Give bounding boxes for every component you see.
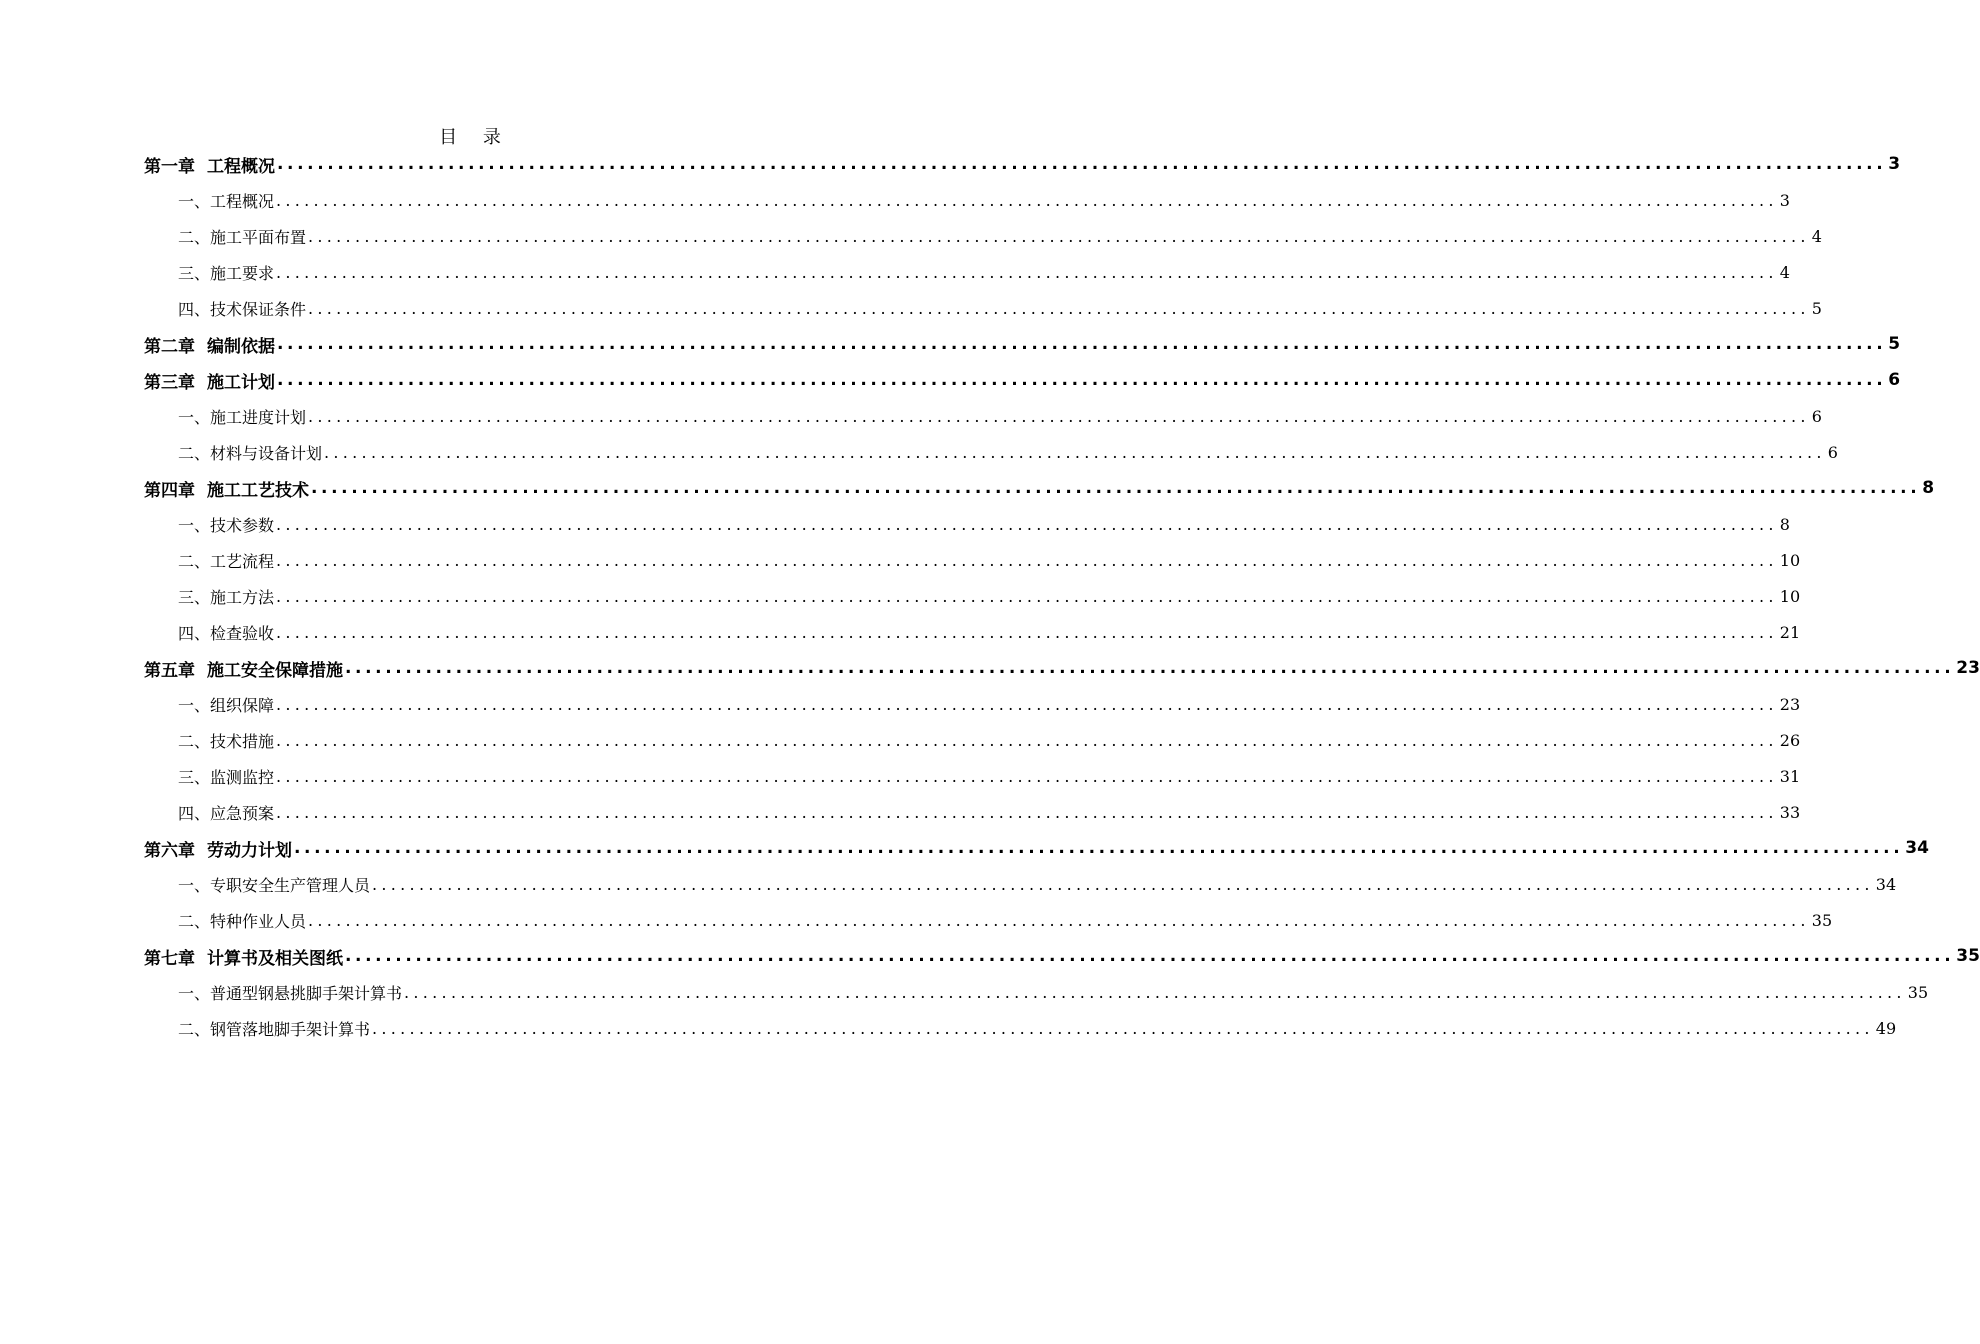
- toc-page-number: 23: [1956, 658, 1980, 678]
- table-of-contents: [144, 146, 1980, 1046]
- toc-section-entry[interactable]: [144, 902, 1833, 938]
- toc-dot-leader: ................................................................................................................................................................: [308, 910, 1810, 930]
- toc-dot-leader: ................................................................................................................................................................: [372, 1018, 1874, 1038]
- toc-entry-label: 一、施工进度计划: [178, 407, 307, 427]
- toc-page-number: 5: [1888, 334, 1901, 354]
- toc-dot-leader: ................................................................................................................................................................: [308, 406, 1810, 426]
- toc-chapter-number: 第七章: [144, 948, 195, 969]
- toc-entry-text: [178, 621, 274, 644]
- toc-entry-text: [178, 693, 274, 716]
- toc-entry-label: 劳动力计划: [207, 840, 292, 861]
- toc-entry-label: 二、特种作业人员: [178, 911, 307, 931]
- toc-page-number: 35: [1811, 910, 1833, 930]
- toc-dot-leader: ................................................................................................................................................................: [276, 262, 1778, 282]
- toc-entry-label: 二、材料与设备计划: [178, 443, 323, 463]
- toc-chapter-number: 第一章: [144, 156, 195, 177]
- toc-entry-label: 三、监测监控: [178, 767, 275, 787]
- toc-dot-leader: ................................................................................................................................................................: [276, 514, 1778, 534]
- toc-dot-leader: ................................................................................................................................................................: [277, 334, 1887, 354]
- toc-section-entry[interactable]: [144, 758, 1801, 794]
- toc-entry-text: [144, 368, 275, 393]
- toc-section-entry[interactable]: [144, 686, 1801, 722]
- toc-section-entry[interactable]: [144, 1010, 1897, 1046]
- toc-dot-leader: ................................................................................................................................................................: [294, 838, 1904, 858]
- toc-entry-label: 四、应急预案: [178, 803, 275, 823]
- toc-dot-leader: ................................................................................................................................................................: [276, 550, 1778, 570]
- toc-section-entry[interactable]: [144, 542, 1801, 578]
- toc-chapter-number: 第二章: [144, 336, 195, 357]
- toc-section-entry[interactable]: [144, 218, 1822, 254]
- toc-section-entry[interactable]: [144, 794, 1801, 830]
- toc-entry-label: 四、技术保证条件: [178, 299, 307, 319]
- toc-dot-leader: ................................................................................................................................................................: [276, 766, 1778, 786]
- toc-section-entry[interactable]: [144, 614, 1801, 650]
- toc-entry-text: [178, 729, 274, 752]
- toc-page-number: 8: [1779, 514, 1790, 534]
- toc-entry-text: [144, 836, 292, 861]
- toc-page-number: 6: [1888, 370, 1901, 390]
- toc-section-entry[interactable]: [144, 398, 1822, 434]
- toc-entry-text: [178, 909, 306, 932]
- toc-page-number: 35: [1907, 982, 1929, 1002]
- toc-page-number: 35: [1956, 946, 1980, 966]
- toc-page-number: 10: [1779, 586, 1801, 606]
- toc-chapter-entry[interactable]: [144, 326, 1901, 362]
- toc-entry-text: [144, 944, 343, 969]
- toc-page-number: 5: [1811, 298, 1822, 318]
- toc-page-number: 26: [1779, 730, 1801, 750]
- toc-entry-text: [178, 297, 306, 320]
- toc-section-entry[interactable]: [144, 434, 1838, 470]
- toc-entry-text: [144, 152, 275, 177]
- toc-page-number: 6: [1811, 406, 1822, 426]
- toc-entry-text: [178, 513, 274, 536]
- toc-entry-label: 一、组织保障: [178, 695, 275, 715]
- toc-chapter-entry[interactable]: [144, 830, 1929, 866]
- toc-section-entry[interactable]: [144, 578, 1801, 614]
- toc-section-entry[interactable]: [144, 254, 1790, 290]
- toc-dot-leader: ................................................................................................................................................................: [276, 622, 1778, 642]
- toc-dot-leader: ................................................................................................................................................................: [276, 190, 1778, 210]
- toc-page-number: 49: [1875, 1018, 1897, 1038]
- toc-page-number: 33: [1779, 802, 1801, 822]
- toc-page-number: 34: [1905, 838, 1929, 858]
- toc-entry-text: [178, 873, 370, 896]
- toc-page-number: 6: [1827, 442, 1838, 462]
- toc-entry-label: 二、工艺流程: [178, 551, 275, 571]
- toc-chapter-entry[interactable]: [144, 650, 1980, 686]
- toc-entry-label: 一、工程概况: [178, 191, 275, 211]
- toc-page-number: 3: [1779, 190, 1790, 210]
- toc-dot-leader: ................................................................................................................................................................: [404, 982, 1906, 1002]
- toc-entry-label: 施工工艺技术: [207, 480, 309, 501]
- toc-dot-leader: ................................................................................................................................................................: [311, 478, 1921, 498]
- toc-section-entry[interactable]: [144, 290, 1822, 326]
- toc-entry-label: 一、专职安全生产管理人员: [178, 875, 371, 895]
- toc-page-number: 34: [1875, 874, 1897, 894]
- toc-entry-label: 二、技术措施: [178, 731, 275, 751]
- toc-entry-text: [178, 801, 274, 824]
- toc-entry-label: 编制依据: [207, 336, 275, 357]
- toc-title: 目 录: [439, 127, 511, 148]
- toc-chapter-number: 第三章: [144, 372, 195, 393]
- toc-page-number: 4: [1811, 226, 1822, 246]
- toc-entry-text: [144, 656, 343, 681]
- toc-entry-text: [178, 441, 322, 464]
- toc-page-number: 23: [1779, 694, 1801, 714]
- toc-page-number: 3: [1888, 154, 1901, 174]
- toc-entry-text: [178, 765, 274, 788]
- toc-section-entry[interactable]: [144, 866, 1897, 902]
- toc-entry-text: [178, 549, 274, 572]
- toc-dot-leader: ................................................................................................................................................................: [277, 370, 1887, 390]
- toc-section-entry[interactable]: [144, 182, 1790, 218]
- toc-chapter-number: 第四章: [144, 480, 195, 501]
- toc-dot-leader: ................................................................................................................................................................: [276, 802, 1778, 822]
- toc-page-number: 31: [1779, 766, 1801, 786]
- toc-dot-leader: ................................................................................................................................................................: [308, 226, 1810, 246]
- toc-entry-label: 一、普通型钢悬挑脚手架计算书: [178, 983, 403, 1003]
- toc-section-entry[interactable]: [144, 722, 1801, 758]
- toc-entry-text: [178, 225, 306, 248]
- toc-chapter-entry[interactable]: [144, 146, 1901, 182]
- toc-page-number: 10: [1779, 550, 1801, 570]
- toc-entry-text: [178, 189, 274, 212]
- toc-entry-label: 施工计划: [207, 372, 275, 393]
- toc-entry-label: 三、施工方法: [178, 587, 275, 607]
- toc-entry-label: 工程概况: [207, 156, 275, 177]
- toc-entry-text: [178, 405, 306, 428]
- toc-chapter-number: 第六章: [144, 840, 195, 861]
- toc-entry-label: 施工安全保障措施: [207, 660, 343, 681]
- toc-dot-leader: ................................................................................................................................................................: [277, 154, 1887, 174]
- toc-entry-label: 一、技术参数: [178, 515, 275, 535]
- toc-dot-leader: ................................................................................................................................................................: [324, 442, 1826, 462]
- toc-dot-leader: ................................................................................................................................................................: [345, 946, 1955, 966]
- toc-entry-text: [144, 332, 275, 357]
- toc-dot-leader: ................................................................................................................................................................: [345, 658, 1955, 678]
- toc-chapter-number: 第五章: [144, 660, 195, 681]
- toc-dot-leader: ................................................................................................................................................................: [276, 694, 1778, 714]
- toc-dot-leader: ................................................................................................................................................................: [276, 586, 1778, 606]
- toc-entry-text: [178, 261, 274, 284]
- toc-entry-label: 计算书及相关图纸: [207, 948, 343, 969]
- toc-entry-label: 三、施工要求: [178, 263, 275, 283]
- toc-chapter-entry[interactable]: [144, 362, 1901, 398]
- toc-section-entry[interactable]: [144, 974, 1929, 1010]
- toc-chapter-entry[interactable]: [144, 938, 1980, 974]
- toc-page-number: 4: [1779, 262, 1790, 282]
- toc-entry-text: [178, 1017, 370, 1040]
- toc-entry-label: 二、钢管落地脚手架计算书: [178, 1019, 371, 1039]
- toc-page-number: 21: [1779, 622, 1801, 642]
- toc-chapter-entry[interactable]: [144, 470, 1935, 506]
- toc-dot-leader: ................................................................................................................................................................: [308, 298, 1810, 318]
- toc-entry-label: 二、施工平面布置: [178, 227, 307, 247]
- toc-section-entry[interactable]: [144, 506, 1790, 542]
- toc-entry-label: 四、检查验收: [178, 623, 275, 643]
- toc-dot-leader: ................................................................................................................................................................: [372, 874, 1874, 894]
- toc-dot-leader: ................................................................................................................................................................: [276, 730, 1778, 750]
- toc-entry-text: [144, 476, 309, 501]
- toc-entry-text: [178, 981, 402, 1004]
- toc-entry-text: [178, 585, 274, 608]
- toc-page-number: 8: [1922, 478, 1935, 498]
